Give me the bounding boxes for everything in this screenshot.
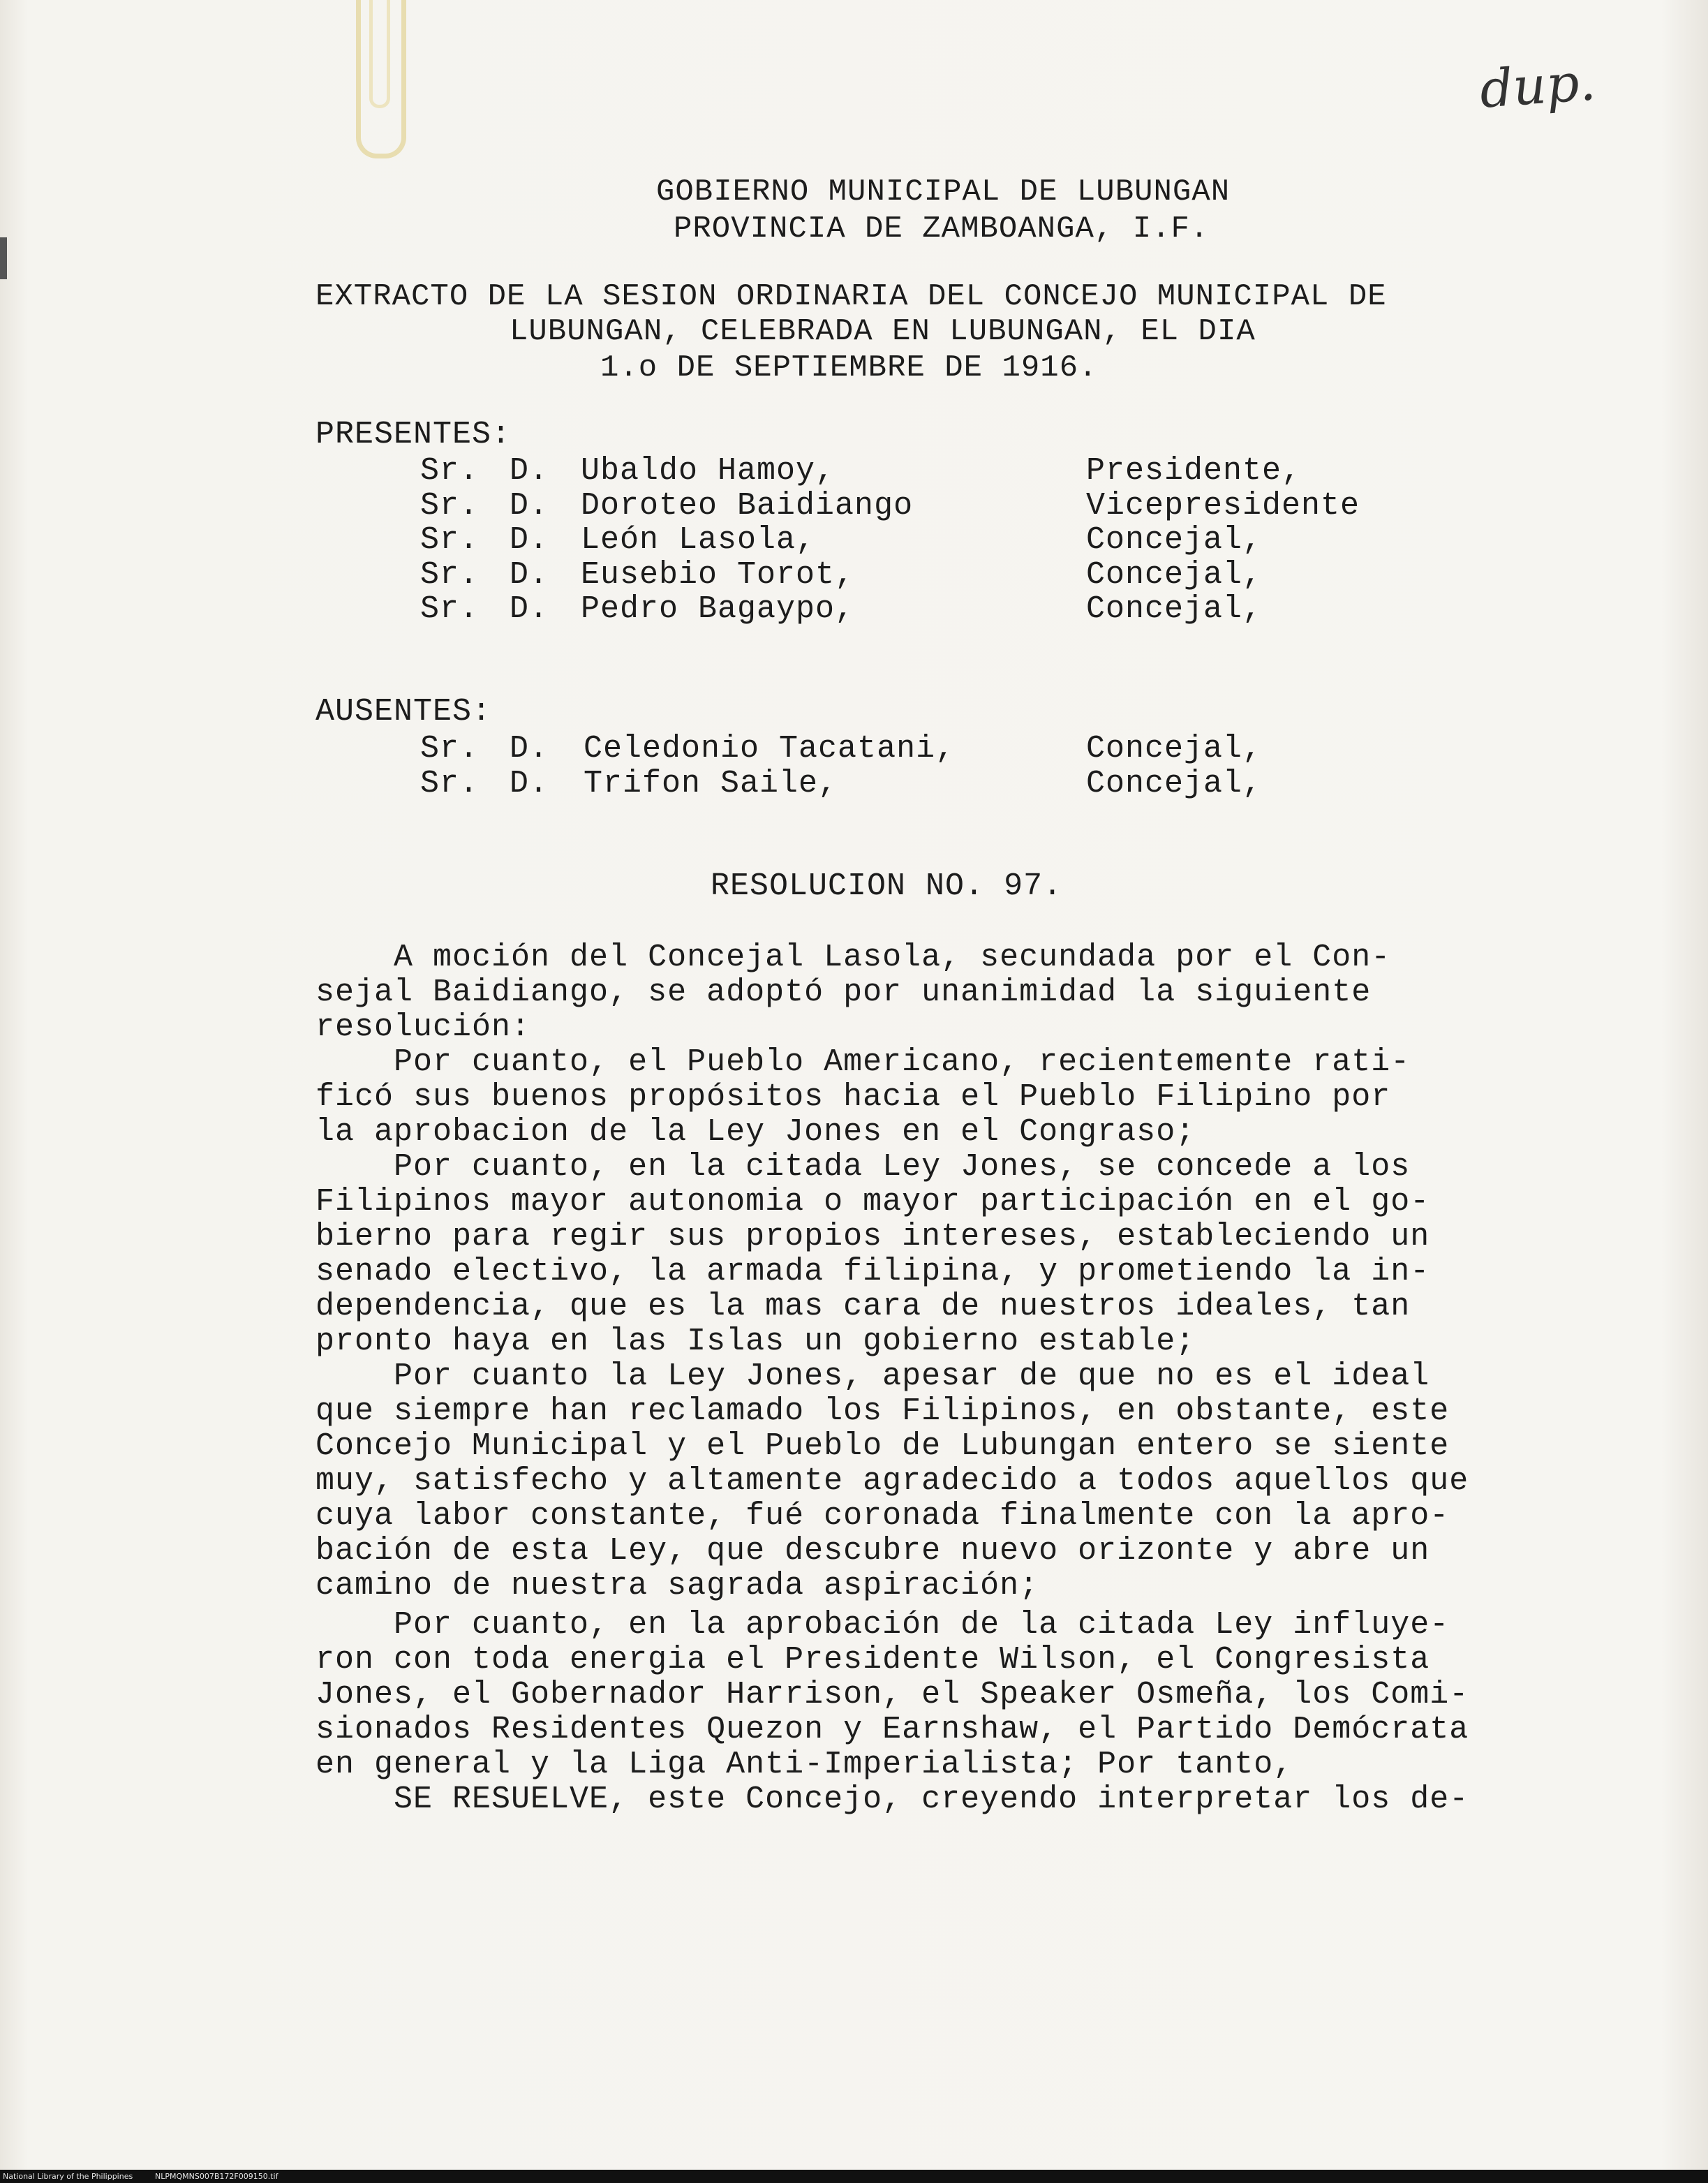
header-line-2: PROVINCIA DE ZAMBOANGA, I.F. bbox=[674, 212, 1210, 246]
member-title: Sr. bbox=[420, 522, 480, 558]
body-line: ron con toda energia el Presidente Wilson, el Congresista bbox=[315, 1642, 1430, 1678]
body-line: sejal Baidiango, se adoptó por unanimidad la siguiente bbox=[315, 975, 1372, 1010]
member-name: Pedro Bagaypo, bbox=[581, 591, 855, 627]
member-role: Concejal, bbox=[1086, 522, 1263, 558]
scan-edge-mark bbox=[0, 237, 7, 279]
header-line-1: GOBIERNO MUNICIPAL DE LUBUNGAN bbox=[656, 175, 1231, 209]
member-name: Doroteo Baidiango bbox=[581, 488, 914, 524]
member-honorific: D. bbox=[510, 522, 549, 558]
member-honorific: D. bbox=[510, 766, 549, 801]
extract-title-line-1: EXTRACTO DE LA SESION ORDINARIA DEL CONCEJO MUNICIPAL DE bbox=[315, 279, 1387, 314]
member-honorific: D. bbox=[510, 557, 549, 593]
body-line: bación de esta Ley, que descubre nuevo orizonte y abre un bbox=[315, 1533, 1430, 1569]
member-name: León Lasola, bbox=[581, 522, 816, 558]
ausentes-label: AUSENTES: bbox=[315, 694, 492, 730]
resolution-title: RESOLUCION NO. 97. bbox=[711, 868, 1063, 904]
member-title: Sr. bbox=[420, 488, 480, 524]
body-line: la aprobacion de la Ley Jones en el Congraso; bbox=[315, 1114, 1196, 1150]
body-line: muy, satisfecho y altamente agradecido a todos aquellos que bbox=[315, 1463, 1469, 1499]
member-name: Celedonio Tacatani, bbox=[584, 731, 956, 767]
body-line: Por cuanto, en la aprobación de la citada Ley influye- bbox=[315, 1607, 1450, 1643]
member-role: Concejal, bbox=[1086, 766, 1263, 801]
member-honorific: D. bbox=[510, 591, 549, 627]
handwritten-annotation: dup. bbox=[1478, 52, 1598, 120]
body-line: que siempre han reclamado los Filipinos, en obstante, este bbox=[315, 1393, 1450, 1429]
member-role: Concejal, bbox=[1086, 591, 1263, 627]
extract-title-line-3: 1.o DE SEPTIEMBRE DE 1916. bbox=[600, 350, 1098, 385]
body-line: A moción del Concejal Lasola, secundada por el Con- bbox=[315, 940, 1391, 975]
member-title: Sr. bbox=[420, 557, 480, 593]
body-line: bierno para regir sus propios intereses, estableciendo un bbox=[315, 1219, 1430, 1255]
member-title: Sr. bbox=[420, 591, 480, 627]
presentes-label: PRESENTES: bbox=[315, 417, 512, 452]
member-title: Sr. bbox=[420, 453, 480, 489]
body-line: Jones, el Gobernador Harrison, el Speaker Osmeña, los Comi- bbox=[315, 1677, 1469, 1712]
body-line: pronto haya en las Islas un gobierno estable; bbox=[315, 1324, 1196, 1359]
body-line: resolución: bbox=[315, 1009, 531, 1045]
member-name: Eusebio Torot, bbox=[581, 557, 855, 593]
footer-file-code: NLPMQMNS007B172F009150.tif bbox=[155, 2172, 279, 2181]
body-line: Filipinos mayor autonomia o mayor participación en el go- bbox=[315, 1184, 1430, 1220]
member-name: Ubaldo Hamoy, bbox=[581, 453, 836, 489]
member-role: Concejal, bbox=[1086, 557, 1263, 593]
body-line: en general y la Liga Anti-Imperialista; Por tanto, bbox=[315, 1747, 1293, 1782]
body-line: SE RESUELVE, este Concejo, creyendo interpretar los de- bbox=[315, 1782, 1469, 1817]
member-title: Sr. bbox=[420, 731, 480, 767]
body-line: camino de nuestra sagrada aspiración; bbox=[315, 1568, 1039, 1604]
body-line: ficó sus buenos propósitos hacia el Pueblo Filipino por bbox=[315, 1079, 1391, 1115]
member-role: Presidente, bbox=[1086, 453, 1302, 489]
member-title: Sr. bbox=[420, 766, 480, 801]
paperclip-mark bbox=[356, 0, 406, 158]
footer-library-name: National Library of the Philippines bbox=[3, 2172, 133, 2181]
body-line: cuya labor constante, fué coronada finalmente con la apro- bbox=[315, 1498, 1450, 1534]
member-name: Trifon Saile, bbox=[584, 766, 838, 801]
extract-title-line-2: LUBUNGAN, CELEBRADA EN LUBUNGAN, EL DIA bbox=[510, 314, 1256, 349]
member-role: Vicepresidente bbox=[1086, 488, 1360, 524]
body-line: Por cuanto, en la citada Ley Jones, se concede a los bbox=[315, 1149, 1411, 1185]
body-line: Por cuanto la Ley Jones, apesar de que no es el ideal bbox=[315, 1359, 1430, 1394]
member-role: Concejal, bbox=[1086, 731, 1263, 767]
body-line: senado electivo, la armada filipina, y prometiendo la in- bbox=[315, 1254, 1430, 1289]
member-honorific: D. bbox=[510, 488, 549, 524]
body-line: dependencia, que es la mas cara de nuestros ideales, tan bbox=[315, 1289, 1411, 1324]
body-line: Concejo Municipal y el Pueblo de Lubungan entero se siente bbox=[315, 1428, 1450, 1464]
member-honorific: D. bbox=[510, 731, 549, 767]
member-honorific: D. bbox=[510, 453, 549, 489]
body-line: sionados Residentes Quezon y Earnshaw, el Partido Demócrata bbox=[315, 1712, 1469, 1747]
scan-footer bbox=[0, 2170, 1708, 2183]
body-line: Por cuanto, el Pueblo Americano, recientemente rati- bbox=[315, 1044, 1411, 1080]
